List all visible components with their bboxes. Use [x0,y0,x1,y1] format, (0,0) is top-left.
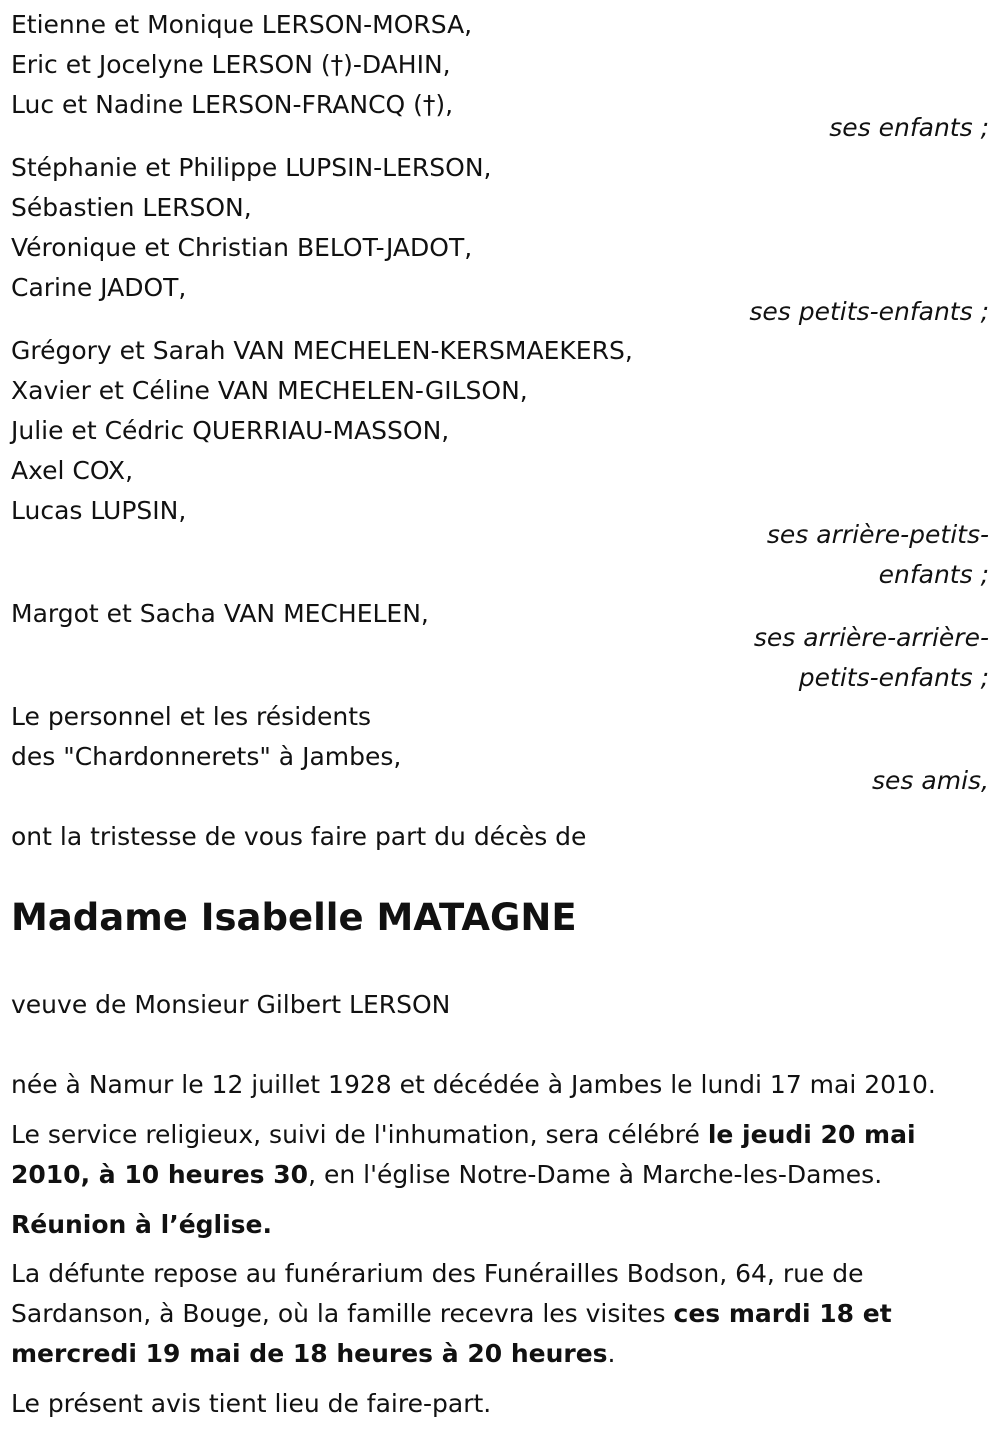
great-great-grandchildren-role: ses arrière-arrière- [753,623,989,652]
great-great-grandchild-line: Margot et Sacha VAN MECHELEN, [11,599,429,628]
grandchild-line: Carine JADOT, [11,273,187,302]
visits-period: . [607,1339,616,1368]
grandchildren-role: ses petits-enfants ; [749,297,989,326]
great-grandchild-line: Axel COX, [11,456,134,485]
service-text: Le service religieux, suivi de l'inhumation, sera célébré [11,1120,708,1149]
great-great-grandchildren-role: petits-enfants ; [798,663,989,692]
grandchild-line: Véronique et Christian BELOT-JADOT, [11,233,473,262]
visits-text: Sardanson, à Bouge, où la famille recevra les visites [11,1299,674,1328]
great-grandchild-line: Julie et Cédric QUERRIAU-MASSON, [11,416,450,445]
great-grandchild-line: Xavier et Céline VAN MECHELEN-GILSON, [11,376,528,405]
service-line-1 [11,1119,916,1151]
child-line: Luc et Nadine LERSON-FRANCQ (†), [11,90,454,119]
service-time-bold: 2010, à 10 heures 30 [11,1160,309,1189]
service-line-2 [11,1159,882,1191]
friends-line: Le personnel et les résidents [11,702,372,731]
deceased-name: Madame Isabelle MATAGNE [11,896,577,939]
visits-line-3 [11,1338,616,1370]
grandchild-line: Sébastien LERSON, [11,193,252,222]
visits-hours-bold: mercredi 19 mai de 18 heures à 20 heures [11,1339,608,1368]
friends-line: des "Chardonnerets" à Jambes, [11,742,402,771]
visits-line-1: La défunte repose au funérarium des Funérailles Bodson, 64, rue de [11,1259,864,1288]
friends-role: ses amis, [872,766,989,795]
great-grandchildren-role: enfants ; [878,560,989,589]
great-grandchild-line: Lucas LUPSIN, [11,496,187,525]
service-place-text: , en l'église Notre-Dame à Marche-les-Dames. [308,1160,883,1189]
birth-death-text: née à Namur le 12 juillet 1928 et décédée à Jambes le lundi 17 mai 2010. [11,1070,936,1099]
closing-text: Le présent avis tient lieu de faire-part. [11,1389,492,1418]
announcement-text: ont la tristesse de vous faire part du décès de [11,822,587,851]
visits-line-2 [11,1298,892,1330]
great-grandchildren-role: ses arrière-petits- [766,520,989,549]
visits-days-bold: ces mardi 18 et [673,1299,892,1328]
child-line: Etienne et Monique LERSON-MORSA, [11,10,473,39]
service-date-bold: le jeudi 20 mai [707,1120,916,1149]
child-line: Eric et Jocelyne LERSON (†)-DAHIN, [11,50,451,79]
reunion-text: Réunion à l’église. [11,1210,273,1239]
great-grandchild-line: Grégory et Sarah VAN MECHELEN-KERSMAEKERS, [11,336,633,365]
widow-of-text: veuve de Monsieur Gilbert LERSON [11,990,451,1019]
children-role: ses enfants ; [829,113,989,142]
grandchild-line: Stéphanie et Philippe LUPSIN-LERSON, [11,153,492,182]
